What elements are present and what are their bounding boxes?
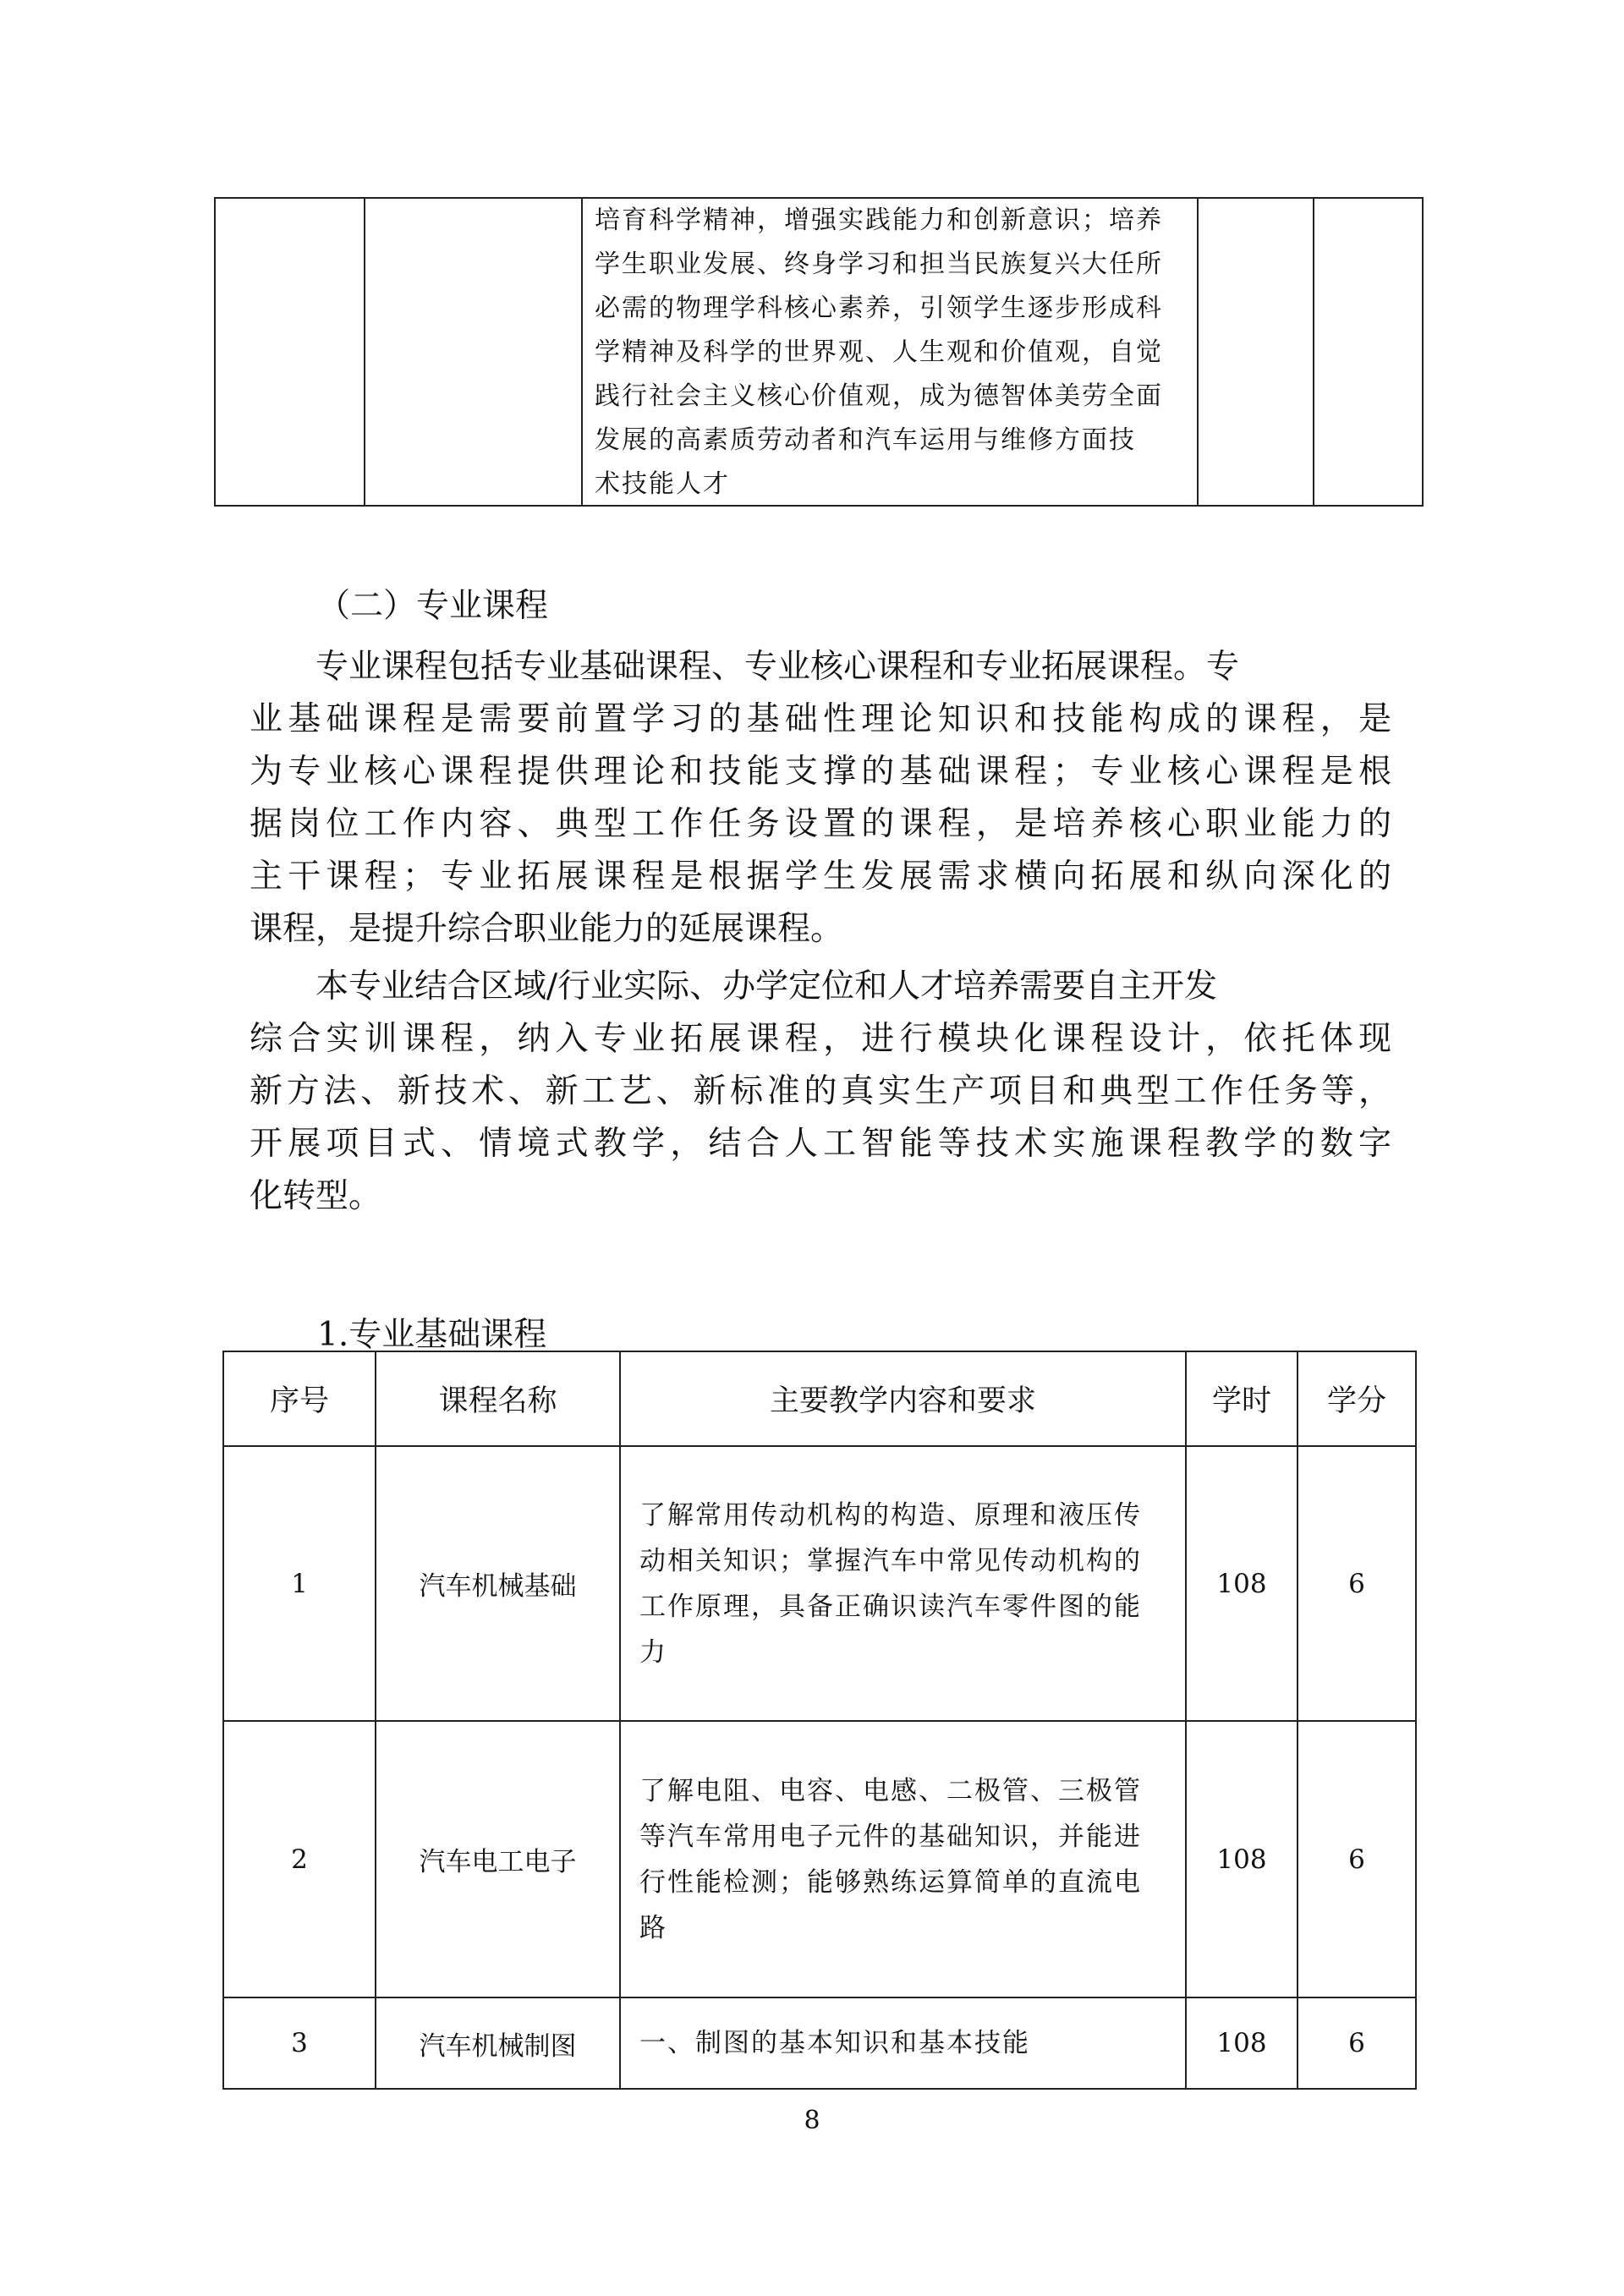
table-text-line: 践行社会主义核心价值观，成为德智体美劳全面 bbox=[595, 381, 1163, 411]
table-text-line: 必需的物理学科核心素养，引领学生逐步形成科 bbox=[595, 293, 1163, 323]
content-line: 了解电阻、电容、电感、二极管、三极管 bbox=[639, 1775, 1142, 1806]
paragraph-professional-courses bbox=[250, 641, 1391, 956]
paragraph-line: 新方法、新技术、新工艺、新标准的真实生产项目和典型工作任务等， bbox=[250, 1072, 1391, 1110]
content-line: 路 bbox=[639, 1912, 667, 1943]
paragraph-line: 据岗位工作内容、典型工作任务设置的课程，是培养核心职业能力的 bbox=[250, 805, 1391, 843]
row-no: 1 bbox=[223, 1446, 376, 1721]
header-hours: 学时 bbox=[1186, 1351, 1298, 1446]
row-content bbox=[620, 1446, 1186, 1721]
paragraph-line: 主干课程；专业拓展课程是根据学生发展需求横向拓展和纵向深化的 bbox=[250, 858, 1391, 896]
course-table bbox=[222, 1351, 1417, 2090]
row-credits: 6 bbox=[1298, 1446, 1416, 1721]
paragraph-line: 开展项目式、情境式教学，结合人工智能等技术实施课程教学的数字 bbox=[250, 1125, 1391, 1163]
paragraph-line: 化转型。 bbox=[250, 1177, 382, 1215]
content-line: 了解常用传动机构的构造、原理和液压传 bbox=[639, 1499, 1142, 1531]
content-line: 工作原理，具备正确识读汽车零件图的能 bbox=[639, 1591, 1142, 1622]
continued-table-content bbox=[595, 199, 1193, 507]
table-divider bbox=[1313, 199, 1314, 505]
header-content: 主要教学内容和要求 bbox=[620, 1351, 1186, 1446]
row-hours: 108 bbox=[1186, 1997, 1298, 2089]
table-text-line: 术技能人才 bbox=[595, 469, 730, 499]
table-text-line: 发展的高素质劳动者和汽车运用与维修方面技 bbox=[595, 425, 1136, 455]
header-course-name: 课程名称 bbox=[376, 1351, 620, 1446]
row-course-name: 汽车电工电子 bbox=[376, 1721, 620, 1997]
row-credits: 6 bbox=[1298, 1721, 1416, 1997]
page-number: 8 bbox=[804, 2106, 820, 2135]
row-no: 2 bbox=[223, 1721, 376, 1997]
row-no: 3 bbox=[223, 1997, 376, 2089]
section-heading: （二）专业课程 bbox=[317, 587, 549, 625]
table-row bbox=[223, 1997, 1416, 2089]
row-course-name: 汽车机械制图 bbox=[376, 1997, 620, 2089]
table-header-row bbox=[223, 1351, 1416, 1446]
row-content bbox=[620, 1721, 1186, 1997]
table-text-line: 学精神及科学的世界观、人生观和价值观，自觉 bbox=[595, 337, 1163, 367]
table-text-line: 培育科学精神，增强实践能力和创新意识；培养 bbox=[595, 205, 1163, 235]
content-line: 行性能检测；能够熟练运算简单的直流电 bbox=[639, 1866, 1142, 1898]
content-line: 等汽车常用电子元件的基础知识，并能进 bbox=[639, 1821, 1142, 1852]
table-divider bbox=[1197, 199, 1199, 505]
paragraph-line: 专业课程包括专业基础课程、专业核心课程和专业拓展课程。专 bbox=[315, 648, 1240, 686]
table-divider bbox=[581, 199, 583, 505]
table-row bbox=[223, 1446, 1416, 1721]
subsection-heading: 1.专业基础课程 bbox=[317, 1316, 547, 1354]
row-hours: 108 bbox=[1186, 1721, 1298, 1997]
paragraph-line: 综合实训课程，纳入专业拓展课程，进行模块化课程设计，依托体现 bbox=[250, 1020, 1391, 1058]
row-content bbox=[620, 1997, 1186, 2089]
table-divider bbox=[364, 199, 365, 505]
paragraph-training-courses bbox=[250, 961, 1391, 1223]
content-line: 动相关知识；掌握汽车中常见传动机构的 bbox=[639, 1545, 1142, 1576]
table-text-line: 学生职业发展、终身学习和担当民族复兴大任所 bbox=[595, 249, 1163, 279]
row-hours: 108 bbox=[1186, 1446, 1298, 1721]
row-credits: 6 bbox=[1298, 1997, 1416, 2089]
paragraph-line: 业基础课程是需要前置学习的基础性理论知识和技能构成的课程，是 bbox=[250, 700, 1391, 738]
header-credits: 学分 bbox=[1298, 1351, 1416, 1446]
content-line: 力 bbox=[639, 1636, 667, 1668]
content-line: 一、制图的基本知识和基本技能 bbox=[639, 2028, 1030, 2058]
continued-table bbox=[214, 197, 1424, 507]
paragraph-line: 为专业核心课程提供理论和技能支撑的基础课程；专业核心课程是根 bbox=[250, 753, 1391, 791]
header-no: 序号 bbox=[223, 1351, 376, 1446]
row-course-name: 汽车机械基础 bbox=[376, 1446, 620, 1721]
table-row bbox=[223, 1721, 1416, 1997]
paragraph-line: 课程，是提升综合职业能力的延展课程。 bbox=[250, 910, 844, 948]
paragraph-line: 本专业结合区域/行业实际、办学定位和人才培养需要自主开发 bbox=[315, 967, 1218, 1006]
